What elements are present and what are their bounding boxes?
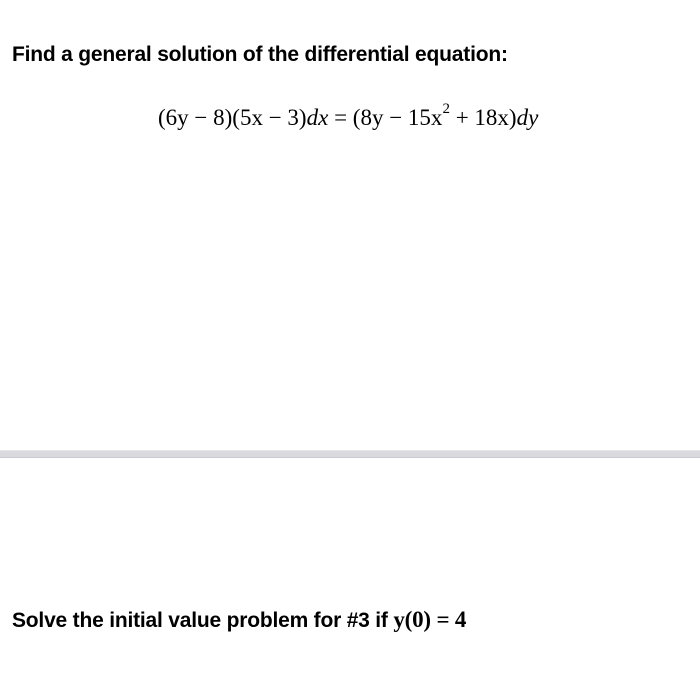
question-1-prompt: Find a general solution of the differential equation: xyxy=(12,43,508,66)
question-2-prompt xyxy=(12,607,466,633)
page-separator xyxy=(0,444,700,466)
differential-equation xyxy=(158,101,539,131)
separator-bar xyxy=(0,450,700,458)
rhs-expression-close: + 18x) xyxy=(449,105,517,130)
lhs-differential: dx xyxy=(306,105,329,130)
question-2-text: Solve the initial value problem for #3 if xyxy=(12,609,394,632)
rhs-exponent: 2 xyxy=(442,101,450,118)
page-bottom xyxy=(0,466,700,679)
initial-condition: y(0) = 4 xyxy=(393,607,467,632)
equals-sign: = xyxy=(334,105,348,130)
lhs-factor-2: (5x − 3) xyxy=(232,105,307,130)
lhs-factor-1: (6y − 8) xyxy=(158,105,233,130)
rhs-expression-open: (8y − 15x xyxy=(352,105,443,130)
rhs-differential: dy xyxy=(516,105,539,130)
